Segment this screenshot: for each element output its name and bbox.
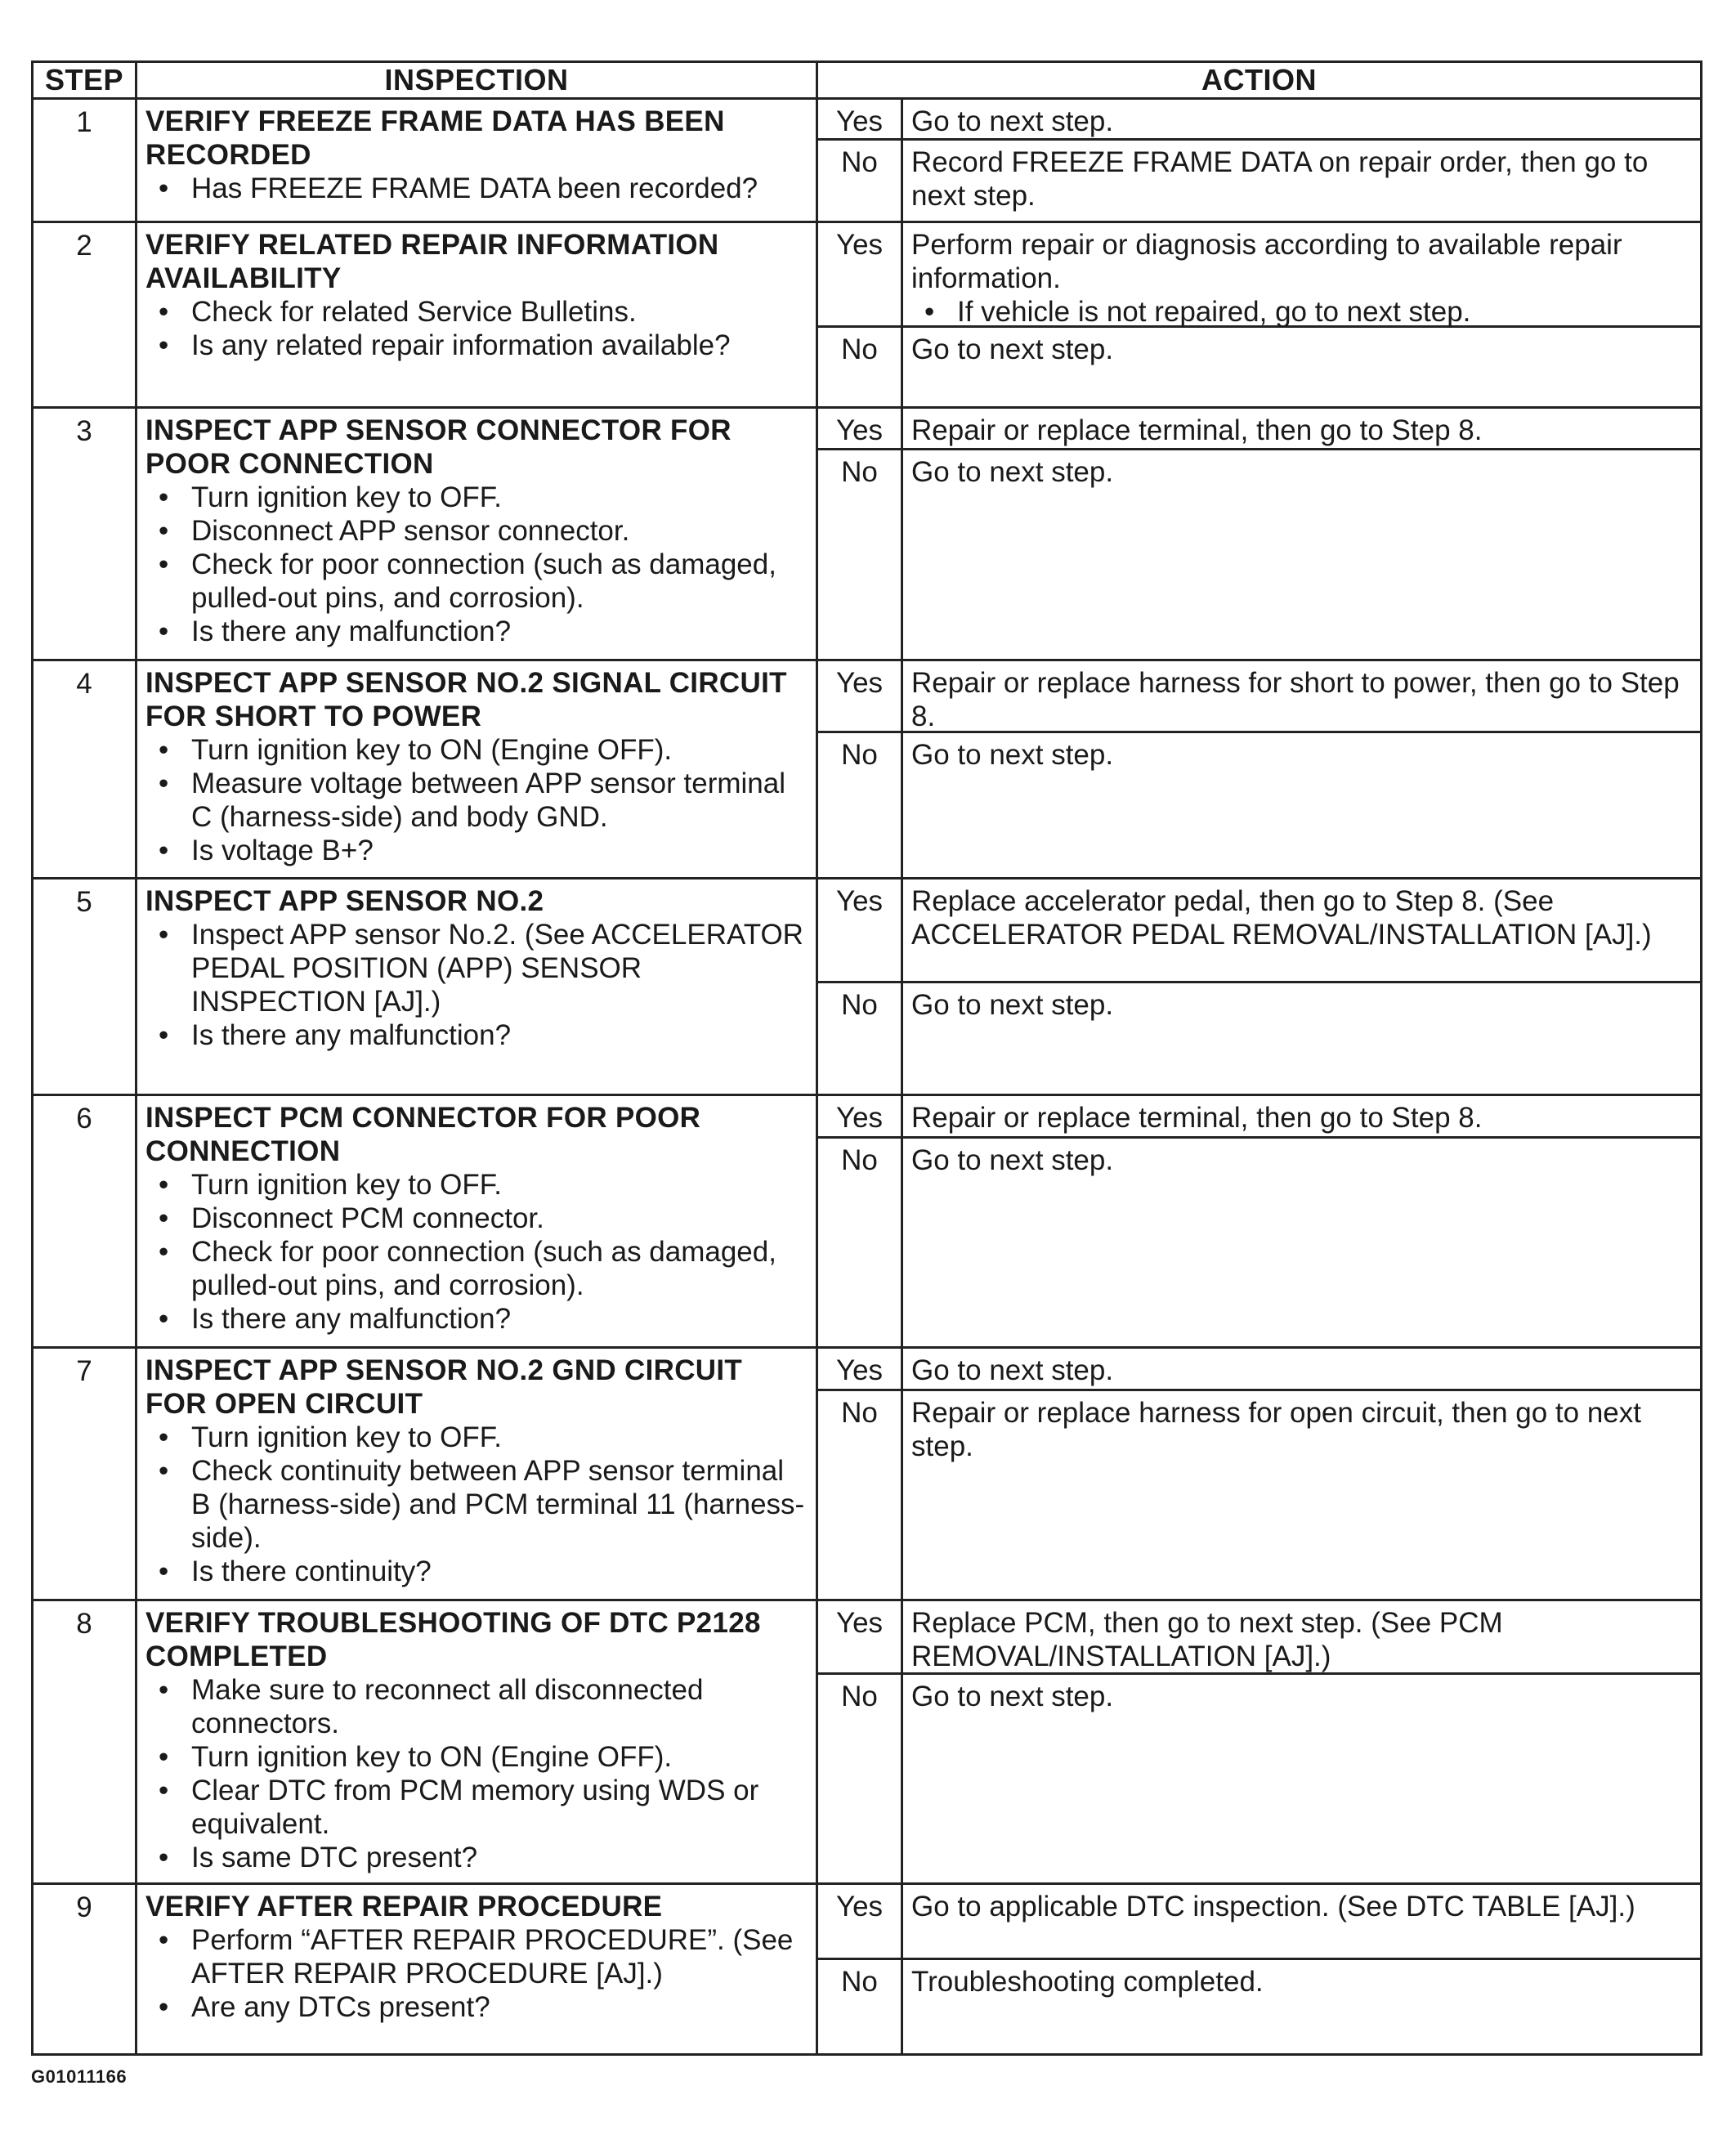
yes-label: Yes [818,409,901,450]
figure-code: G01011166 [31,2066,128,2087]
inspection-cell [136,1600,817,1884]
no-action: Record FREEZE FRAME DATA on repair order, then go to next step. [911,146,1649,212]
table-row [33,1600,1702,1884]
action-cell [902,408,1702,660]
answer-cell [817,660,902,879]
inspection-bullets [145,1168,808,1336]
no-label: No [841,989,878,1021]
action-cell [902,1600,1702,1884]
inspection-bullet: • Clear DTC from PCM memory using WDS or equivalent. [145,1774,808,1841]
table-header-row [33,62,1702,99]
table-row [33,1095,1702,1348]
step-number: 8 [33,1600,136,1884]
inspection-title: INSPECT PCM CONNECTOR FOR POOR CONNECTION [145,1102,701,1167]
inspection-bullet: • Is voltage B+? [145,834,808,867]
yes-label: Yes [818,223,901,328]
answer-cell [817,1348,902,1600]
inspection-bullet: • Measure voltage between APP sensor terminal C (harness-side) and body GND. [145,767,808,834]
table-row [33,99,1702,222]
table-row [33,222,1702,408]
table-row [33,879,1702,1095]
yes-action [903,661,1700,733]
yes-action-text: Go to next step. [911,1354,1114,1386]
inspection-cell [136,99,817,222]
no-action: Go to next step. [911,739,1114,771]
step-number: 3 [33,408,136,660]
inspection-bullets [145,295,808,362]
yes-label: Yes [818,880,901,983]
header-action: ACTION [817,62,1702,99]
no-label: No [841,1397,878,1429]
yes-action [903,880,1700,983]
inspection-bullet: • Is there continuity? [145,1555,808,1588]
inspection-bullet: • Disconnect APP sensor connector. [145,514,808,548]
no-action: Repair or replace harness for open circuit, then go to next step. [911,1397,1641,1462]
inspection-title: INSPECT APP SENSOR NO.2 [145,885,544,917]
yes-label: Yes [818,1885,901,1960]
inspection-title: VERIFY RELATED REPAIR INFORMATION AVAILABILITY [145,229,719,294]
yes-label: Yes [818,100,901,141]
step-number: 9 [33,1884,136,2055]
no-label: No [841,1144,878,1176]
table-body [33,99,1702,2055]
yes-label: Yes [818,661,901,733]
no-label: No [841,146,878,178]
inspection-title: VERIFY FREEZE FRAME DATA HAS BEEN RECORDED [145,105,725,171]
inspection-bullet: • Check for related Service Bulletins. [145,295,808,329]
inspection-bullet: • Turn ignition key to ON (Engine OFF). [145,1740,808,1774]
inspection-title: VERIFY AFTER REPAIR PROCEDURE [145,1891,663,1922]
inspection-bullet: • Is any related repair information available? [145,329,808,362]
table-row [33,1348,1702,1600]
table-row [33,408,1702,660]
yes-action [903,1601,1700,1675]
no-action: Go to next step. [911,456,1114,488]
yes-label: Yes [818,1601,901,1675]
answer-cell [817,408,902,660]
answer-cell [817,99,902,222]
inspection-bullet: • Is there any malfunction? [145,1302,808,1336]
inspection-bullet: • Is there any malfunction? [145,1018,808,1052]
action-cell [902,660,1702,879]
inspection-bullet: • Turn ignition key to OFF. [145,1168,808,1202]
action-cell [902,1095,1702,1348]
inspection-title: INSPECT APP SENSOR NO.2 SIGNAL CIRCUIT FOR SHORT TO POWER [145,667,787,732]
yes-action [903,223,1700,328]
answer-cell [817,1884,902,2055]
inspection-bullet: • Is same DTC present? [145,1841,808,1874]
answer-cell [817,879,902,1095]
step-number: 4 [33,660,136,879]
inspection-bullet: • Check for poor connection (such as damaged, pulled-out pins, and corrosion). [145,1235,808,1302]
no-action: Troubleshooting completed. [911,1966,1264,1998]
inspection-bullets [145,1673,808,1874]
yes-action-text: Go to next step. [911,105,1114,137]
step-number: 7 [33,1348,136,1600]
inspection-bullets [145,1421,808,1588]
inspection-bullet: • Perform “AFTER REPAIR PROCEDURE”. (See AFTER REPAIR PROCEDURE [AJ].) [145,1923,808,1990]
action-cell [902,1348,1702,1600]
inspection-title: INSPECT APP SENSOR NO.2 GND CIRCUIT FOR OPEN CIRCUIT [145,1354,743,1420]
answer-cell [817,1600,902,1884]
no-label: No [841,333,878,365]
inspection-cell [136,408,817,660]
yes-action-text: Replace PCM, then go to next step. (See PCM REMOVAL/INSTALLATION [AJ].) [911,1607,1503,1672]
inspection-bullet: • Make sure to reconnect all disconnected connectors. [145,1673,808,1740]
no-action: Go to next step. [911,333,1114,365]
yes-action-text: Repair or replace harness for short to power, then go to Step 8. [911,667,1680,732]
yes-action-text: Replace accelerator pedal, then go to Step 8. (See ACCELERATOR PEDAL REMOVAL/INSTALLATION [AJ].) [911,885,1652,951]
inspection-bullet: • Turn ignition key to OFF. [145,1421,808,1454]
inspection-bullet: • Disconnect PCM connector. [145,1202,808,1235]
yes-action-text: Go to applicable DTC inspection. (See DTC TABLE [AJ].) [911,1891,1635,1922]
yes-action-bullet: • If vehicle is not repaired, go to next step. [911,295,1692,329]
no-label: No [841,1966,878,1998]
answer-cell [817,1095,902,1348]
answer-cell [817,222,902,408]
inspection-bullet: • Check continuity between APP sensor terminal B (harness-side) and PCM terminal 11 (harness-side). [145,1454,808,1555]
yes-action-text: Repair or replace terminal, then go to Step 8. [911,414,1483,446]
inspection-cell [136,660,817,879]
table-row [33,660,1702,879]
yes-action-bullets [911,295,1692,329]
inspection-bullets [145,481,808,648]
action-cell [902,1884,1702,2055]
action-cell [902,99,1702,222]
no-label: No [841,456,878,488]
yes-action [903,100,1700,141]
inspection-cell [136,1348,817,1600]
step-number: 2 [33,222,136,408]
step-number: 5 [33,879,136,1095]
inspection-bullet: • Are any DTCs present? [145,1990,808,2024]
yes-action-text: Perform repair or diagnosis according to available repair information. [911,229,1622,294]
inspection-cell [136,1095,817,1348]
inspection-bullet: • Has FREEZE FRAME DATA been recorded? [145,172,808,205]
step-number: 1 [33,99,136,222]
step-number: 6 [33,1095,136,1348]
inspection-bullets [145,918,808,1052]
yes-action [903,409,1700,450]
yes-label: Yes [818,1096,901,1139]
yes-action [903,1885,1700,1960]
yes-action [903,1349,1700,1391]
inspection-bullet: • Check for poor connection (such as damaged, pulled-out pins, and corrosion). [145,548,808,615]
action-cell [902,222,1702,408]
inspection-bullet: • Inspect APP sensor No.2. (See ACCELERATOR PEDAL POSITION (APP) SENSOR INSPECTION [AJ].) [145,918,808,1018]
no-action: Go to next step. [911,1144,1114,1176]
inspection-bullets [145,1923,808,2024]
inspection-cell [136,222,817,408]
action-cell [902,879,1702,1095]
no-label: No [841,1681,878,1712]
troubleshooting-table [31,60,1702,2056]
inspection-bullet: • Turn ignition key to OFF. [145,481,808,514]
inspection-title: VERIFY TROUBLESHOOTING OF DTC P2128 COMPLETED [145,1607,761,1672]
inspection-bullets [145,172,808,205]
no-action: Go to next step. [911,989,1114,1021]
yes-action [903,1096,1700,1139]
yes-action-text: Repair or replace terminal, then go to Step 8. [911,1102,1483,1134]
table-row [33,1884,1702,2055]
inspection-title: INSPECT APP SENSOR CONNECTOR FOR POOR CONNECTION [145,414,732,480]
inspection-bullet: • Is there any malfunction? [145,615,808,648]
header-step: STEP [33,62,136,99]
inspection-cell [136,1884,817,2055]
inspection-cell [136,879,817,1095]
no-label: No [841,739,878,771]
yes-label: Yes [818,1349,901,1391]
inspection-bullets [145,733,808,867]
header-inspection: INSPECTION [136,62,817,99]
no-action: Go to next step. [911,1681,1114,1712]
inspection-bullet: • Turn ignition key to ON (Engine OFF). [145,733,808,767]
